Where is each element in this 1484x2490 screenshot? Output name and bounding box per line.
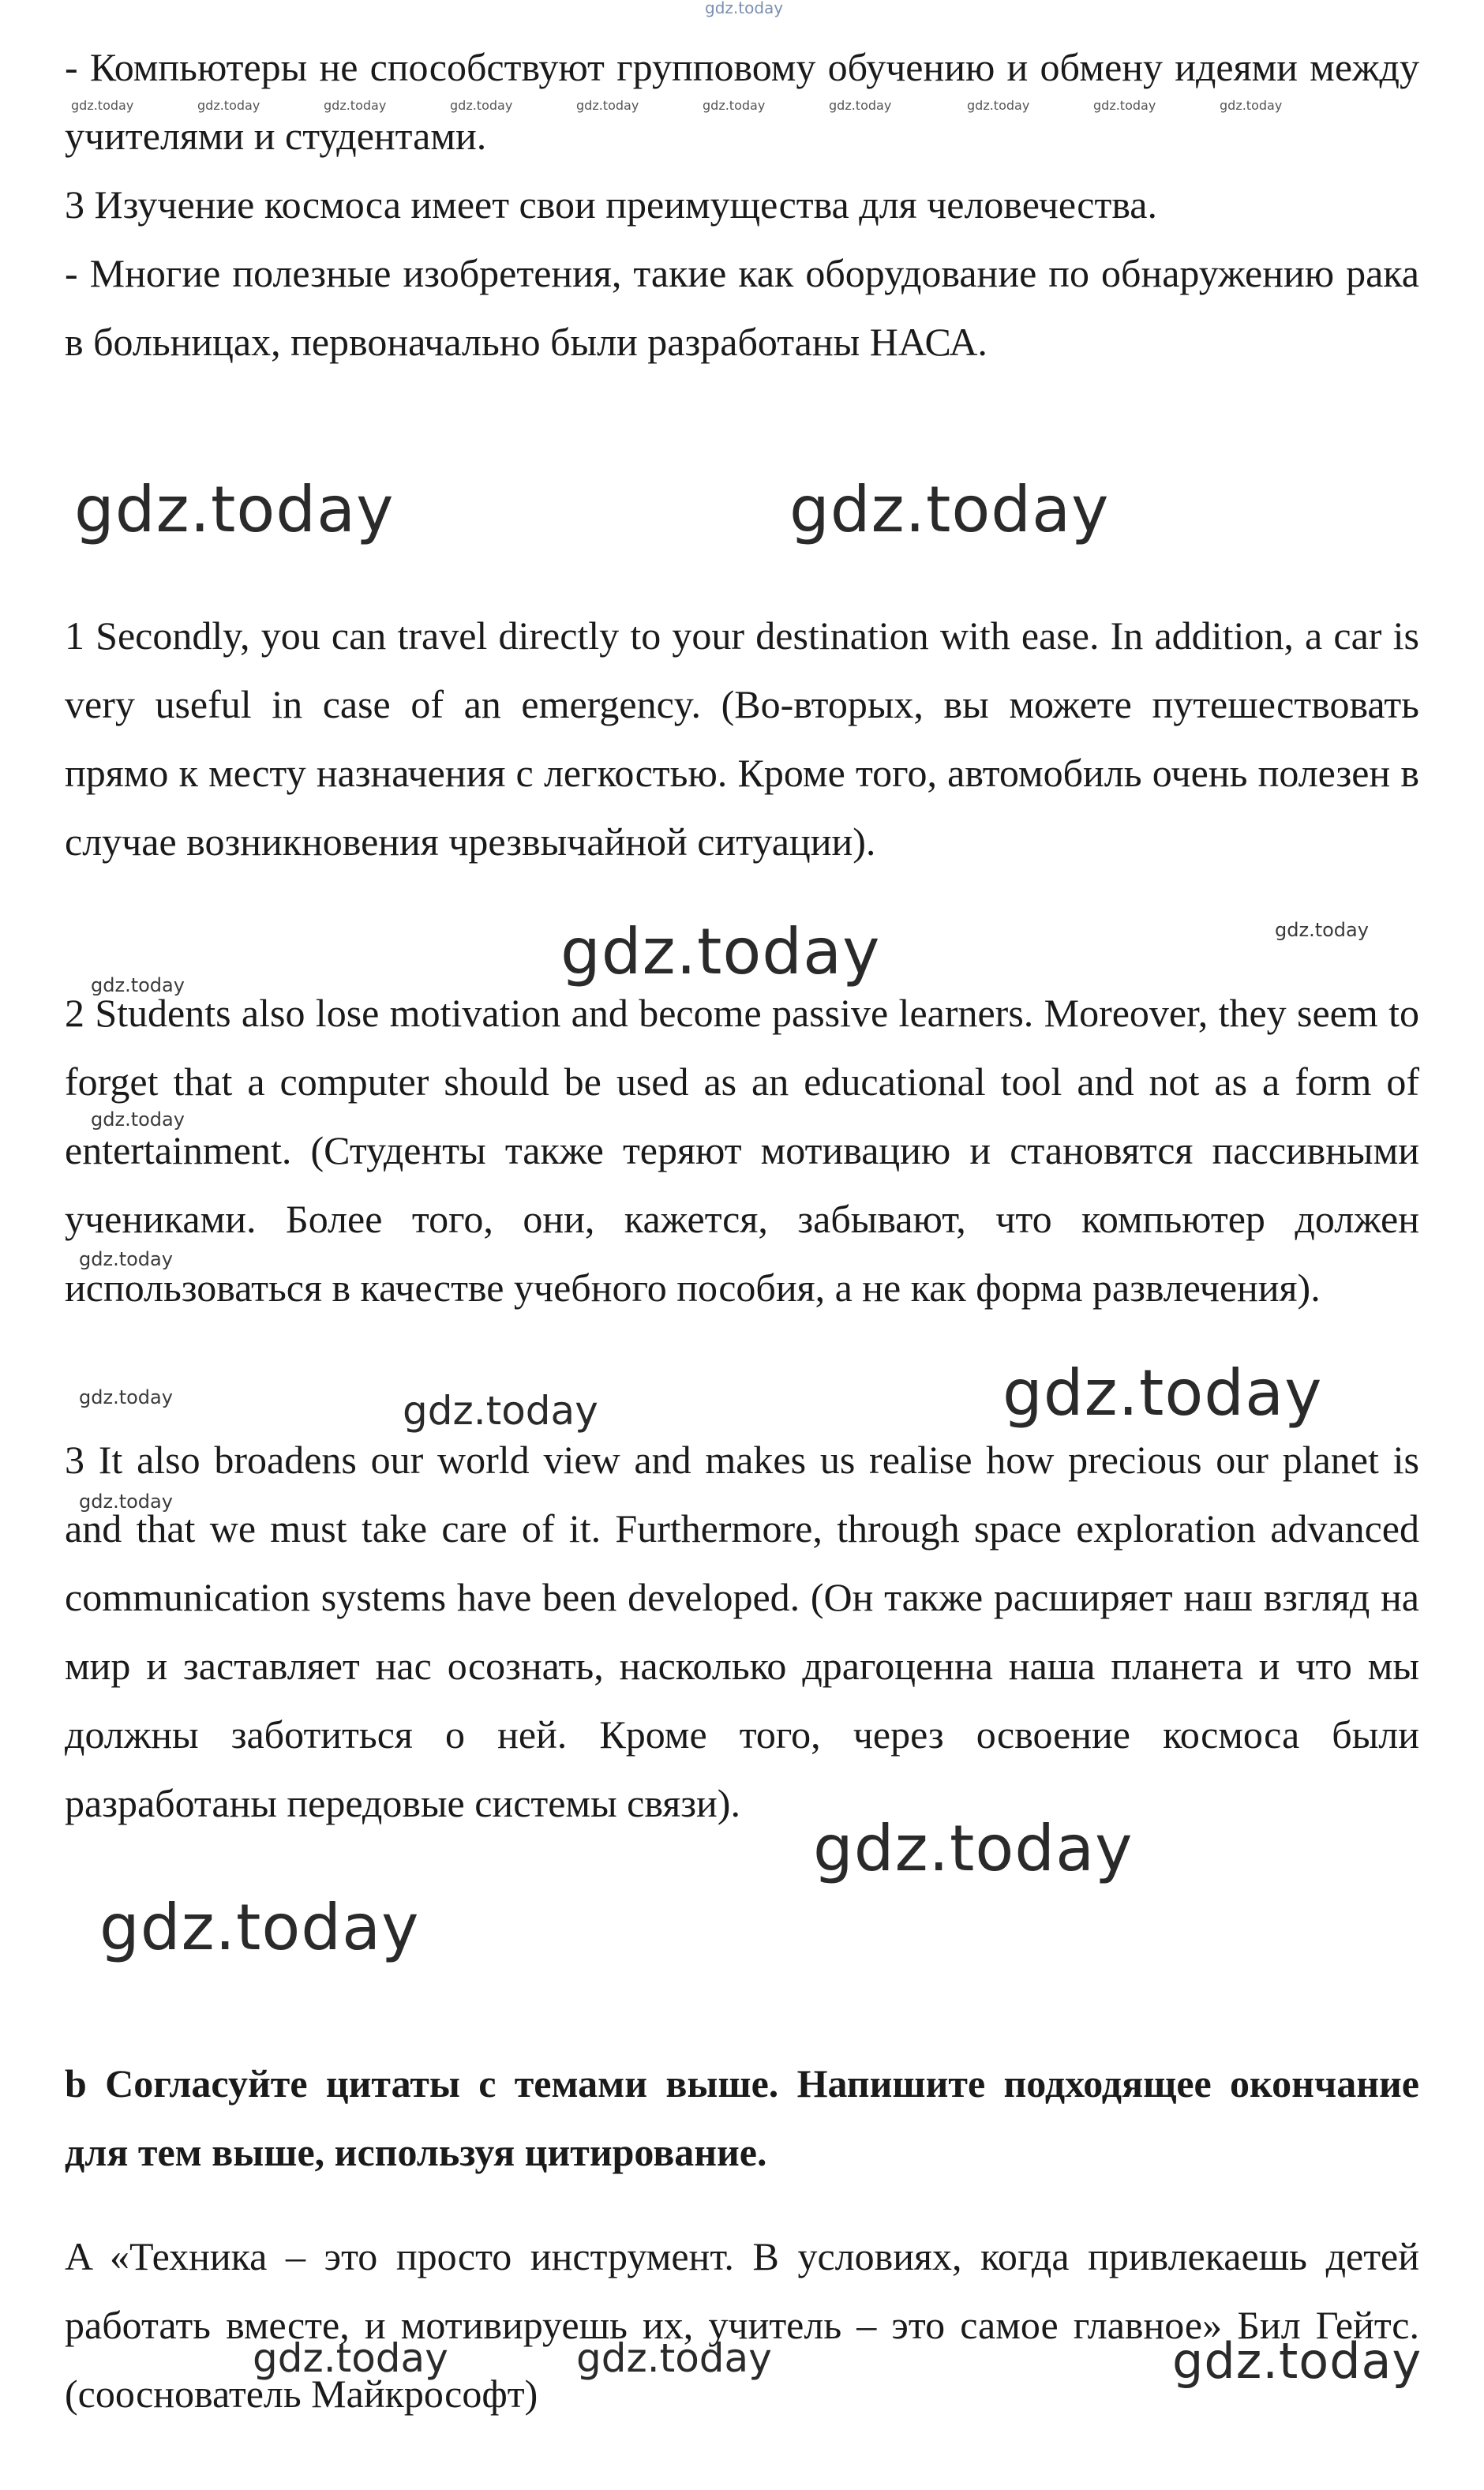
watermark-small: gdz.today [79, 1386, 173, 1408]
watermark-large: gdz.today [99, 1891, 420, 1964]
watermark-tiny: gdz.today [829, 98, 892, 113]
paragraph-space-benefits-heading: 3 Изучение космоса имеет свои преимущества для человечества. [65, 182, 1157, 227]
watermark-tiny: gdz.today [576, 98, 639, 113]
watermark-large: gdz.today [74, 473, 395, 546]
quote-a-bill-gates: A «Техника – это просто инструмент. В условиях, когда привлекаешь детей работать вместе, и мотивируешь их, учитель – это самое главное» Бил Гейтс. (сооснователь Майкрософт) [65, 2234, 1419, 2416]
watermark-tiny: gdz.today [1220, 98, 1283, 113]
watermark-medium: gdz.today [253, 2335, 448, 2381]
paragraph-nasa-inventions: - Многие полезные изобретения, такие как оборудование по обнаружению рака в больницах, первоначально были разработаны НАСА. [65, 251, 1419, 364]
paragraph-computers-group-learning: - Компьютеры не способствуют групповому обучению и обмену идеями между учителями и студентами. [65, 45, 1419, 158]
watermark-tiny: gdz.today [197, 98, 260, 113]
watermark-tiny: gdz.today [324, 98, 387, 113]
paragraph-students-motivation: 2 Students also lose motivation and become passive learners. Moreover, they seem to forget that a computer should be used as an educational tool and not as a form of entertainment. (Студенты также теряют мотивацию и становятся пассивными учениками. Более того, они, кажется, забывают, что компьютер должен использоваться в качестве учебного пособия, а не как форма развлечения). [65, 991, 1419, 1310]
watermark-tiny: gdz.today [1093, 98, 1156, 113]
paragraph-car-travel: 1 Secondly, you can travel directly to your destination with ease. In addition, a car is very useful in case of an emergency. (Во-вторых, вы можете путешествовать прямо к месту назначения с легкостью. Кроме того, автомобиль очень полезен в случае возникновения чрезвычайной ситуации). [65, 613, 1419, 864]
watermark-top: gdz.today [705, 0, 784, 17]
watermark-small: gdz.today [91, 1108, 185, 1131]
task-b-instruction: b Согласуйте цитаты с темами выше. Напишите подходящее окончание для тем выше, используя цитирование. [65, 2061, 1419, 2174]
watermark-large: gdz.today [560, 915, 881, 988]
paragraph-space-world-view: 3 It also broadens our world view and makes us realise how precious our planet is and that we must take care of it. Furthermore, through space exploration advanced communication systems have been developed. (Он также расширяет наш взгляд на мир и заставляет нас осознать, насколько драгоценна наша планета и что мы должны заботиться о ней. Кроме того, через освоение космоса были разработаны передовые системы связи). [65, 1438, 1419, 1825]
watermark-large: gdz.today [789, 473, 1110, 546]
watermark-large: gdz.today [1172, 2332, 1422, 2390]
watermark-small: gdz.today [79, 1248, 173, 1270]
watermark-medium: gdz.today [403, 1388, 598, 1434]
watermark-small: gdz.today [91, 974, 185, 996]
watermark-tiny: gdz.today [703, 98, 766, 113]
watermark-small: gdz.today [1275, 919, 1369, 941]
watermark-large: gdz.today [813, 1812, 1134, 1885]
watermark-tiny: gdz.today [967, 98, 1030, 113]
watermark-large: gdz.today [1002, 1356, 1323, 1430]
watermark-tiny: gdz.today [450, 98, 513, 113]
watermark-tiny: gdz.today [71, 98, 134, 113]
watermark-small: gdz.today [79, 1491, 173, 1513]
watermark-medium: gdz.today [576, 2335, 772, 2381]
